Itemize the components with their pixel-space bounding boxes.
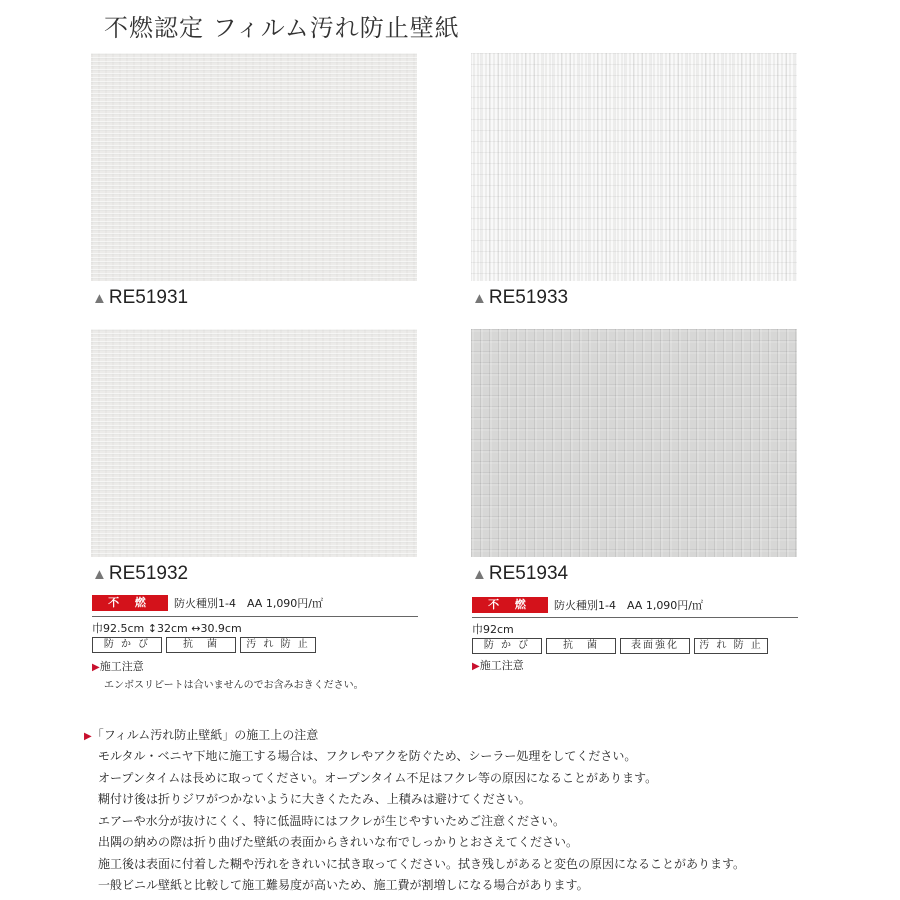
size-info: 巾92.5cm ↕32cm ↔30.9cm [92,622,242,635]
divider [472,617,798,618]
feature-tags [472,638,768,654]
list-item: 一般ビニル壁紙と比較して施工難易度が高いため、施工費が割増しになる場合があります。 [98,878,589,892]
triangle-right-icon: ▶ [472,661,480,672]
tag-stain-resistant: 汚 れ 防 止 [694,638,768,654]
product-code: ▲ RE51931 [92,287,189,308]
tag-antibacterial: 抗 菌 [166,637,236,653]
nonflammable-badge: 不 燃 [92,595,168,611]
caution-list [84,746,745,897]
triangle-right-icon: ▶ [92,662,100,673]
tag-antimold: 防 か び [472,638,542,654]
fire-spec-right [472,597,703,613]
install-note-heading: ▶施工注意 [92,660,144,673]
list-item: オープンタイムは長めに取ってください。オープンタイム不足はフクレ等の原因になることがあります。 [98,770,658,785]
triangle-icon: ▲ [92,566,107,583]
tag-stain-resistant: 汚 れ 防 止 [240,637,316,653]
swatch-re51934[interactable] [471,329,797,557]
divider [92,616,418,617]
swatch-re51931[interactable] [91,53,417,281]
install-note-heading: ▶施工注意 [472,659,524,672]
tag-antimold: 防 か び [92,637,162,653]
product-code: ▲ RE51934 [472,563,569,584]
tag-surface-reinforced: 表面強化 [620,638,690,654]
triangle-icon: ▲ [92,290,107,307]
page-title: 不燃認定 フィルム汚れ防止壁紙 [104,14,460,42]
install-note-text: エンボスリピートは合いませんのでお含みおきください。 [104,680,364,691]
product-code: ▲ RE51932 [92,563,189,584]
list-item: モルタル・ベニヤ下地に施工する場合は、フクレやアクを防ぐため、シーラー処理をしてください。 [98,749,637,763]
caution-section [84,726,745,897]
caution-heading: ▶「フィルム汚れ防止壁紙」の施工上の注意 [84,728,319,742]
list-item: 糊付け後は折りジワがつかないように大きくたたみ、上積みは避けてください。 [98,792,531,806]
tag-antibacterial: 抗 菌 [546,638,616,654]
swatch-re51933[interactable] [471,53,797,281]
list-item: エアーや水分が抜けにくく、特に低温時にはフクレが生じやすいためご注意ください。 [98,813,566,828]
size-info: 巾92cm [472,623,514,636]
triangle-right-icon: ▶ [84,731,92,742]
list-item: 施工後は表面に付着した糊や汚れをきれいに拭き取ってください。拭き残しがあると変色の原因になることがあります。 [98,856,746,871]
swatch-re51932[interactable] [91,329,417,557]
fire-class-price: 防火種別1-4 AA 1,090円/㎡ [174,597,324,610]
feature-tags [92,637,316,653]
list-item: 出隅の納めの際は折り曲げた壁紙の表面からきれいな布でしっかりとおさえてください。 [98,835,579,849]
fire-class-price: 防火種別1-4 AA 1,090円/㎡ [554,599,704,612]
product-code: ▲ RE51933 [472,287,569,308]
triangle-icon: ▲ [472,566,487,583]
triangle-icon: ▲ [472,290,487,307]
fire-spec-left [92,595,323,611]
nonflammable-badge: 不 燃 [472,597,548,613]
